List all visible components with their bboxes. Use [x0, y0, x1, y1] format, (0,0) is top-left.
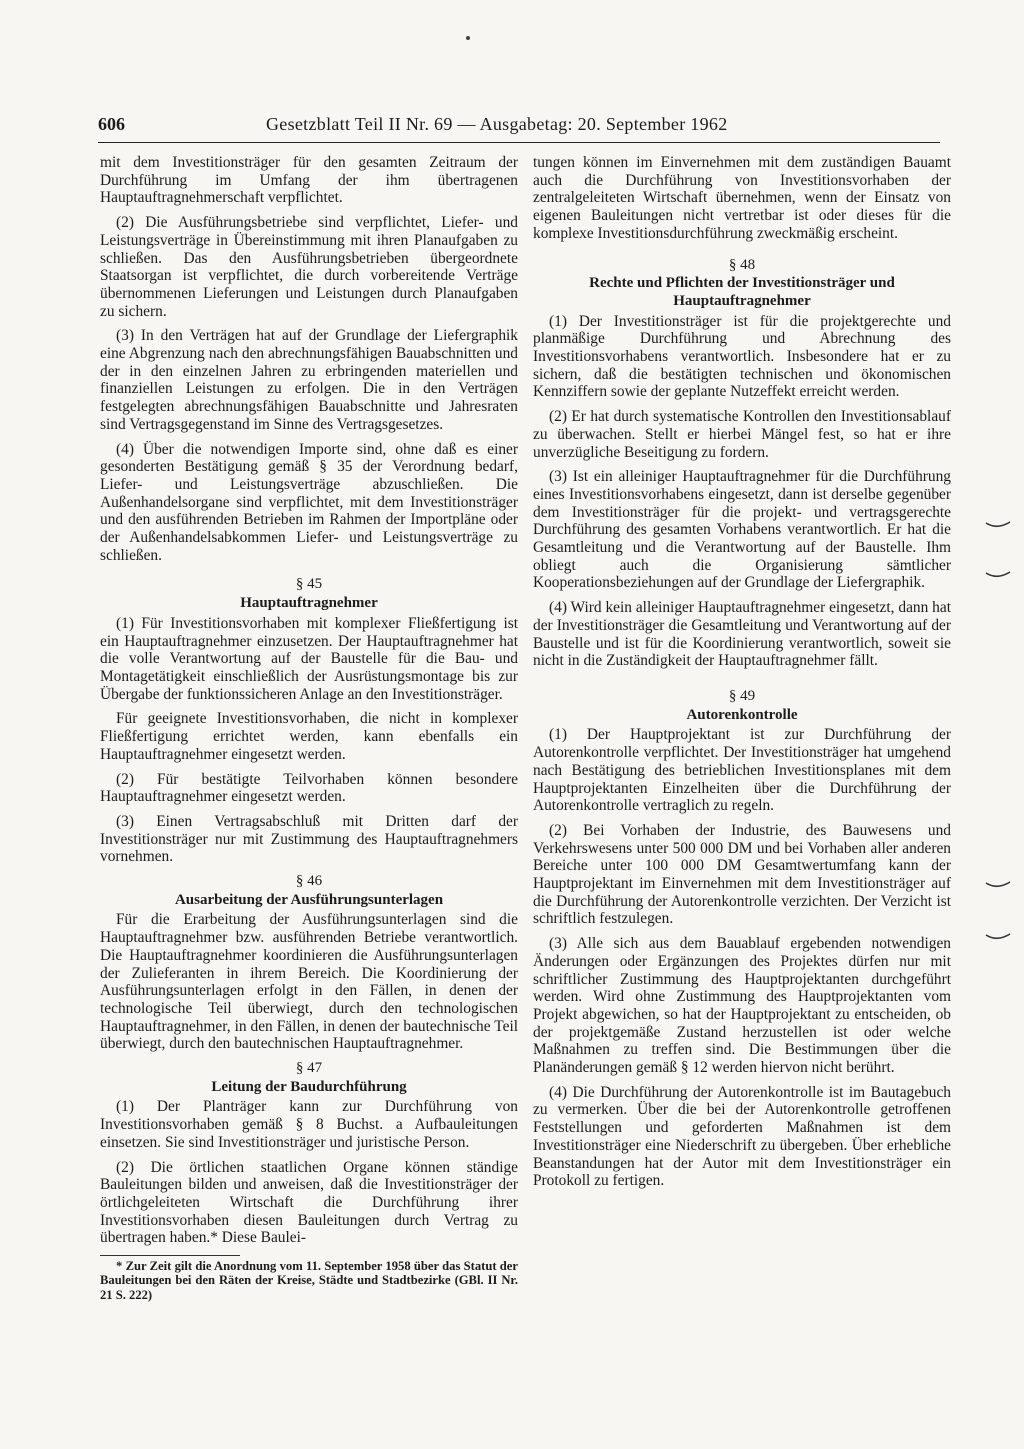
paragraph: (1) Der Investitionsträger ist für die projektgerechte und planmäßige Durchführung und Abrechnung des Investitionsvorhabens verantwortlich. Insbesondere hat er zu sichern, daß die bestätigten technischen und ökonomischen Kennziffern sowie der geplante Nutzeffekt erreicht werden. — [533, 312, 951, 401]
footnote-rule — [100, 1255, 240, 1256]
paragraph: (3) Alle sich aus dem Bauablauf ergebenden notwendigen Änderungen oder Ergänzungen des Projektes dürfen nur mit schriftlicher Zustimmung des Hauptprojektanten durchgeführt werden. Wird ohne Zustimmung des Hauptprojektanten vom Projekt abgewichen, so hat der Hauptprojektant zu entscheiden, ob der projektgemäße Zustand herzustellen ist oder welche Maßnahmen zu treffen sind. Die Bestimmungen über die Planänderungen gemäß § 12 werden hiervon nicht berührt. — [533, 935, 951, 1077]
margin-tick-mark — [985, 520, 1011, 532]
section-number: § 46 — [295, 873, 323, 890]
right-column — [533, 154, 951, 1197]
paragraph: (4) Wird kein alleiniger Hauptauftragnehmer eingesetzt, dann hat der Investitionsträger die Gesamtleitung und Verantwortung auf der Baustelle und ist für die Koordinierung verantwortlich, soweit sie nicht in die Zuständigkeit der Hauptauftragnehmer fällt. — [533, 599, 951, 670]
paragraph: (4) Die Durchführung der Autorenkontrolle ist im Bautagebuch zu vermerken. Über die bei der Autorenkontrolle getroffenen Feststellungen und geforderten Maßnahmen ist dem Investitionsträger eine Niederschrift zu übergeben. Über erhebliche Beanstandungen hat der Autor mit dem Investitionsträger ein Protokoll zu fertigen. — [533, 1083, 951, 1190]
paragraph: (2) Bei Vorhaben der Industrie, des Bauwesens und Verkehrswesens unter 500 000 DM und bei Vorhaben aller anderen Bereiche unter 100 000 DM Gesamtwertumfang kann der Hauptprojektant im Einvernehmen mit dem Investitionsträger auf die Durchführung der Autorenkontrolle verzichten. Der Verzicht ist schriftlich festzulegen. — [533, 821, 951, 928]
paragraph: (4) Über die notwendigen Importe sind, ohne daß es einer gesonderten Bestätigung gemäß § 35 der Verordnung bedarf, Liefer- und Leistungsverträge abzuschließen. Die Außenhandelsorgane sind verpflichtet, mit dem Investitionsträger und den ausführenden Betrieben im Rahmen der Importpläne oder der Außenhandelsabkommen Liefer- und Leistungsverträge zu schließen. — [100, 440, 518, 564]
section-number: § 47 — [295, 1060, 323, 1077]
paragraph: Für geeignete Investitionsvorhaben, die nicht in komplexer Fließfertigung errichtet werden, kann ebenfalls ein Hauptauftragnehmer eingesetzt werden. — [100, 710, 518, 763]
paragraph: (3) Einen Vertragsabschluß mit Dritten darf der Investitionsträger nur mit Zustimmung des Hauptauftragnehmers vornehmen. — [100, 812, 518, 866]
margin-tick-mark — [985, 932, 1011, 944]
section-number: § 45 — [295, 576, 323, 593]
page-number: 606 — [98, 114, 125, 134]
paragraph: (1) Für Investitionsvorhaben mit komplexer Fließfertigung ist ein Hauptauftragnehmer einzusetzen. Der Hauptauftragnehmer hat die volle Verantwortung auf der Baustelle für die Bau- und Montagetätigkeit einschließlich der Ausrüstungsmontage bis zur Übergabe der funktionssicheren Anlage an den Investitionsträger. — [100, 614, 518, 703]
paragraph: (2) Für bestätigte Teilvorhaben können besondere Hauptauftragnehmer eingesetzt werden. — [100, 770, 518, 806]
section-title: Autorenkontrolle — [686, 706, 798, 723]
left-column — [100, 154, 518, 1309]
running-title: Gesetzblatt Teil II Nr. 69 — Ausgabetag: 20. September 1962 — [266, 114, 728, 134]
section-number: § 48 — [728, 256, 756, 273]
paragraph: (2) Die Ausführungsbetriebe sind verpflichtet, Liefer- und Leistungsverträge in Übereinstimmung mit ihren Planaufgaben zu schließen. Das den Ausführungsbetrieben übergeordnete Staatsorgan ist verpflichtet, die durch vorbereitende Verträge übernommenen Lieferungen und Leistungen durch Planaufgaben zu sichern. — [100, 214, 518, 320]
section-title: Hauptauftragnehmer — [240, 595, 378, 612]
paragraph: tungen können im Einvernehmen mit dem zuständigen Bauamt auch die Durchführung von Investitionsvorhaben der zentralgeleiteten Wirtschaft übernehmen, wenn der Einsatz von eigenen Bauleitungen nicht vertretbar ist oder dieses für die komplexe Investitionsdurchführung zweckmäßig erscheint. — [533, 154, 951, 242]
paragraph: (3) In den Verträgen hat auf der Grundlage der Liefergraphik eine Abgrenzung nach den abrechnungsfähigen Bauabschnitten und der in den einzelnen Jahren zu erbringenden materiellen und finanziellen Leistungen zu erfolgen. Die in den Verträgen festgelegten abrechnungsfähigen Bauabschnitte und Jahresraten sind Vertragsgegenstand im Sinne des Vertragsgesetzes. — [100, 327, 518, 433]
paragraph: (3) Ist ein alleiniger Hauptauftragnehmer für die Durchführung eines Investitionsvorhabens eingesetzt, dann ist derselbe gegenüber dem Investitionsträger für die projekt- und vertragsgerechte Durchführung des gesamten Vorhabens verantwortlich. Er hat die Gesamtleitung und die Verantwortung auf der Baustelle. Ihm obliegt auch die Organisierung sämtlicher Kooperationsbeziehungen auf der Grundlage der Liefergraphik. — [533, 468, 951, 592]
section-number: § 49 — [728, 687, 756, 704]
page-header — [98, 112, 940, 143]
paragraph: (1) Der Hauptprojektant ist zur Durchführung der Autorenkontrolle verpflichtet. Der Investitionsträger hat umgehend nach Bestätigung des betrieblichen Investitionsplanes mit dem Hauptprojektanten Einzelheiten über die Durchführung der Autorenkontrolle vertraglich zu regeln. — [533, 726, 951, 815]
footnote: * Zur Zeit gilt die Anordnung vom 11. September 1958 über das Statut der Bauleitungen bei den Räten der Kreise, Städte und Stadtbezirke (GBl. II Nr. 21 S. 222) — [100, 1259, 518, 1302]
paragraph: mit dem Investitionsträger für den gesamten Zeitraum der Durchführung im Umfang der ihm übertragenen Hauptauftragnehmerschaft verpflichtet. — [100, 154, 518, 207]
paragraph: (1) Der Planträger kann zur Durchführung von Investitionsvorhaben gemäß § 8 Buchst. a Aufbauleitungen einsetzen. Sie sind Investitionsträger und juristische Person. — [100, 1098, 518, 1151]
scan-speck — [466, 36, 470, 40]
paragraph: Für die Erarbeitung der Ausführungsunterlagen sind die Hauptauftragnehmer bzw. ausführenden Betriebe verantwortlich. Die Hauptauftragnehmer koordinieren die Ausführungsunterlagen der Zulieferanten in ihrem Bereich. Die Koordinierung der Ausführungsunterlagen erfolgt in den Fällen, in denen der technologische Teil überwiegt, durch den technologischen Hauptauftragnehmer, in den Fällen, in denen der bautechnische Teil überwiegt, durch den bautechnischen Hauptauftragnehmer. — [100, 911, 518, 1053]
margin-tick-mark — [985, 570, 1011, 582]
paragraph: (2) Die örtlichen staatlichen Organe können ständige Bauleitungen bilden und anweisen, daß die Investitionsträger der örtlichgeleiteten Wirtschaft die Durchführung ihrer Investitionsvorhaben diesen Bauleitungen durch Vertrag zu übertragen haben.* Diese Baulei- — [100, 1158, 518, 1247]
section-title: Ausarbeitung der Ausführungsunterlagen — [174, 891, 444, 908]
paragraph: (2) Er hat durch systematische Kontrollen den Investitionsablauf zu überwachen. Stellt er hierbei Mängel fest, so hat er ihre unverzügliche Beseitigung zu fordern. — [533, 408, 951, 461]
section-title: Rechte und Pflichten der Investitionsträger und Hauptauftragnehmer — [589, 275, 895, 309]
margin-tick-mark — [985, 880, 1011, 892]
section-title: Leitung der Baudurchführung — [211, 1078, 407, 1095]
